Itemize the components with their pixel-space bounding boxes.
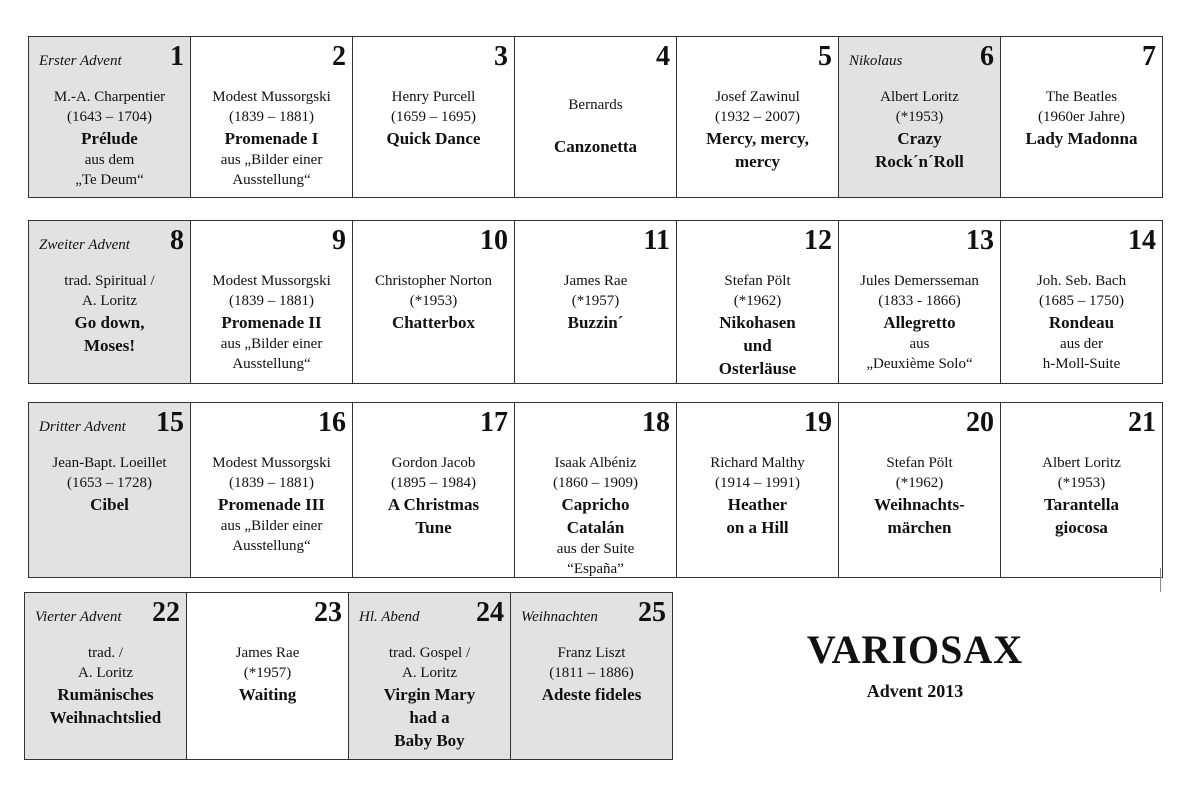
piece-info (191, 643, 344, 706)
composer: Stefan Pölt (724, 273, 791, 289)
piece-title: Weihnachtslied (49, 708, 162, 727)
piece-source: aus „Bilder einer (220, 152, 323, 168)
composer-dates: (1914 – 1991) (715, 475, 800, 491)
piece-title: A Christmas (387, 495, 480, 514)
piece-title: Mercy, mercy, (706, 129, 809, 148)
piece-source: “España” (567, 561, 624, 577)
composer-dates: (*1962) (733, 293, 782, 309)
piece-info (681, 87, 834, 173)
piece-title: Osterläuse (718, 359, 797, 378)
day-number: 12 (804, 225, 832, 256)
day-number: 23 (314, 597, 342, 628)
piece-title: und (743, 336, 772, 355)
calendar-row-1 (28, 36, 1163, 198)
piece-title: Waiting (238, 685, 297, 704)
piece-info (195, 271, 348, 374)
piece-title: Canzonetta (553, 137, 638, 156)
calendar-day-18 (515, 403, 677, 577)
day-number: 10 (480, 225, 508, 256)
composer-dates: (1643 – 1704) (67, 109, 152, 125)
composer-dates: (1839 – 1881) (229, 109, 314, 125)
day-label: Nikolaus (849, 53, 903, 69)
composer: trad. Spiritual / (64, 273, 155, 289)
piece-info (519, 271, 672, 334)
piece-title: märchen (887, 518, 952, 537)
brand-title: VARIOSAX (806, 627, 1024, 672)
piece-info (843, 271, 996, 374)
composer-dates: (1685 – 1750) (1039, 293, 1124, 309)
day-number: 19 (804, 407, 832, 438)
composer-dates: (1811 – 1886) (549, 665, 634, 681)
piece-info (519, 453, 672, 579)
piece-title: Promenade I (224, 129, 319, 148)
composer: Albert Loritz (880, 89, 959, 105)
composer: Josef Zawinul (715, 89, 800, 105)
piece-title: mercy (735, 152, 780, 171)
piece-source: aus der (1060, 336, 1103, 352)
composer: Jules Demersseman (860, 273, 979, 289)
piece-info (33, 271, 186, 357)
calendar-day-16 (191, 403, 353, 577)
calendar-day-19 (677, 403, 839, 577)
composer-dates: (1659 – 1695) (391, 109, 476, 125)
row-divider-fragment (1160, 568, 1165, 592)
calendar-day-5 (677, 37, 839, 197)
composer-dates: (1960er Jahre) (1037, 109, 1126, 125)
composer: Franz Liszt (557, 645, 626, 661)
piece-title: Buzzin´ (567, 313, 624, 332)
calendar-day-15 (29, 403, 191, 577)
composer-dates: A. Loritz (78, 665, 133, 681)
day-label: Dritter Advent (39, 419, 126, 435)
day-number: 1 (170, 41, 184, 72)
day-number: 21 (1128, 407, 1156, 438)
piece-info (681, 271, 834, 380)
piece-source: aus „Bilder einer (220, 518, 323, 534)
piece-source: „Te Deum“ (75, 172, 144, 188)
piece-info (843, 453, 996, 539)
composer: Modest Mussorgski (212, 455, 331, 471)
piece-title: Nikohasen (719, 313, 796, 332)
composer-dates: (*1953) (409, 293, 458, 309)
composer: James Rae (563, 273, 628, 289)
piece-title: Crazy (897, 129, 942, 148)
composer-dates: (*1957) (243, 665, 292, 681)
day-label: Erster Advent (39, 53, 122, 69)
day-label: Hl. Abend (359, 609, 420, 625)
piece-title: Weihnachts- (874, 495, 965, 514)
composer: The Beatles (1045, 89, 1118, 105)
day-number: 7 (1142, 41, 1156, 72)
day-number: 16 (318, 407, 346, 438)
calendar-row-3 (28, 402, 1163, 578)
composer: Henry Purcell (391, 89, 476, 105)
calendar-day-7 (1001, 37, 1163, 197)
composer: Albert Loritz (1042, 455, 1121, 471)
composer: Bernards (568, 97, 623, 113)
piece-info (33, 87, 186, 190)
calendar-day-8 (29, 221, 191, 383)
calendar-day-23 (187, 593, 349, 759)
piece-title: Promenade III (218, 495, 325, 514)
piece-title: Rondeau (1048, 313, 1115, 332)
calendar-day-11 (515, 221, 677, 383)
piece-info (519, 95, 672, 158)
piece-title: Promenade II (221, 313, 322, 332)
piece-info (1005, 453, 1158, 539)
day-number: 20 (966, 407, 994, 438)
piece-title: on a Hill (726, 518, 789, 537)
piece-info (1005, 87, 1158, 150)
calendar-day-22 (25, 593, 187, 759)
day-label: Vierter Advent (35, 609, 122, 625)
composer-dates: (*1953) (895, 109, 944, 125)
piece-title: Rumänisches (57, 685, 154, 704)
piece-title: Heather (727, 495, 788, 514)
piece-title: Rock´n´Roll (875, 152, 964, 171)
piece-source: h-Moll-Suite (1042, 356, 1121, 372)
calendar-day-2 (191, 37, 353, 197)
piece-source: aus der Suite (556, 541, 635, 557)
calendar-day-21 (1001, 403, 1163, 577)
piece-info (357, 271, 510, 334)
composer-dates: (1839 – 1881) (229, 293, 314, 309)
composer-dates: (1839 – 1881) (229, 475, 314, 491)
piece-info (33, 453, 186, 516)
day-number: 25 (638, 597, 666, 628)
piece-source: Ausstellung“ (232, 538, 311, 554)
calendar-day-1 (29, 37, 191, 197)
piece-info (353, 643, 506, 752)
day-number: 5 (818, 41, 832, 72)
piece-title: Capricho (561, 495, 630, 514)
piece-source: „Deuxième Solo“ (866, 356, 973, 372)
composer-dates: A. Loritz (402, 665, 457, 681)
composer: Modest Mussorgski (212, 89, 331, 105)
composer-dates: (*1953) (1057, 475, 1106, 491)
piece-source: Ausstellung“ (232, 172, 311, 188)
piece-info (357, 453, 510, 539)
composer-dates: (1895 – 1984) (391, 475, 476, 491)
day-number: 17 (480, 407, 508, 438)
piece-info (357, 87, 510, 150)
day-number: 13 (966, 225, 994, 256)
day-number: 2 (332, 41, 346, 72)
composer: trad. Gospel / (388, 645, 471, 661)
composer: Gordon Jacob (391, 455, 476, 471)
calendar-day-14 (1001, 221, 1163, 383)
day-number: 15 (156, 407, 184, 438)
piece-title: Catalán (566, 518, 625, 537)
calendar-day-4 (515, 37, 677, 197)
day-number: 3 (494, 41, 508, 72)
composer: Modest Mussorgski (212, 273, 331, 289)
composer-dates: A. Loritz (82, 293, 137, 309)
composer: James Rae (235, 645, 300, 661)
piece-info (1005, 271, 1158, 374)
piece-info (195, 87, 348, 190)
composer: Stefan Pölt (886, 455, 953, 471)
calendar-day-20 (839, 403, 1001, 577)
piece-info (843, 87, 996, 173)
brand-subtitle: Advent 2013 (866, 681, 964, 701)
piece-title: Go down, (74, 313, 145, 332)
calendar-row-4 (24, 592, 673, 760)
calendar-day-13 (839, 221, 1001, 383)
composer: Isaak Albéniz (554, 455, 637, 471)
day-label: Weihnachten (521, 609, 598, 625)
piece-title: Tune (415, 518, 452, 537)
composer-dates: (*1957) (571, 293, 620, 309)
calendar-day-10 (353, 221, 515, 383)
day-number: 6 (980, 41, 994, 72)
calendar-day-12 (677, 221, 839, 383)
piece-source: aus „Bilder einer (220, 336, 323, 352)
calendar-day-24 (349, 593, 511, 759)
composer-dates: (1833 - 1866) (878, 293, 961, 309)
composer-dates: (1932 – 2007) (715, 109, 800, 125)
piece-title: Chatterbox (391, 313, 476, 332)
day-number: 22 (152, 597, 180, 628)
composer-dates: (1860 – 1909) (553, 475, 638, 491)
piece-source: aus dem (84, 152, 135, 168)
piece-title: Adeste fideles (541, 685, 642, 704)
piece-title: giocosa (1055, 518, 1108, 537)
piece-info (195, 453, 348, 556)
calendar-day-6 (839, 37, 1001, 197)
piece-info (29, 643, 182, 729)
composer: M.-A. Charpentier (53, 89, 166, 105)
day-number: 9 (332, 225, 346, 256)
piece-title: Baby Boy (394, 731, 465, 750)
piece-title: Cibel (90, 495, 129, 514)
piece-title: Quick Dance (386, 129, 481, 148)
calendar-day-17 (353, 403, 515, 577)
day-number: 18 (642, 407, 670, 438)
brand-block (790, 626, 1040, 702)
piece-source: aus (909, 336, 930, 352)
calendar-row-2 (28, 220, 1163, 384)
composer-dates: (*1962) (895, 475, 944, 491)
calendar-day-3 (353, 37, 515, 197)
piece-title: Tarantella (1044, 495, 1119, 514)
calendar-day-25 (511, 593, 673, 759)
day-label: Zweiter Advent (39, 237, 130, 253)
calendar-day-9 (191, 221, 353, 383)
piece-title: Allegretto (883, 313, 956, 332)
composer: Richard Malthy (710, 455, 805, 471)
day-number: 24 (476, 597, 504, 628)
composer-dates: (1653 – 1728) (67, 475, 152, 491)
composer: Christopher Norton (374, 273, 493, 289)
composer: trad. / (88, 645, 123, 661)
piece-title: Lady Madonna (1025, 129, 1138, 148)
day-number: 14 (1128, 225, 1156, 256)
day-number: 11 (643, 225, 670, 256)
piece-title: Prélude (81, 129, 138, 148)
piece-title: Virgin Mary (383, 685, 476, 704)
piece-title: Moses! (84, 336, 135, 355)
day-number: 4 (656, 41, 670, 72)
piece-title: had a (409, 708, 450, 727)
composer: Joh. Seb. Bach (1036, 273, 1127, 289)
piece-source: Ausstellung“ (232, 356, 311, 372)
day-number: 8 (170, 225, 184, 256)
piece-info (681, 453, 834, 539)
piece-info (515, 643, 668, 706)
composer: Jean-Bapt. Loeillet (52, 455, 167, 471)
